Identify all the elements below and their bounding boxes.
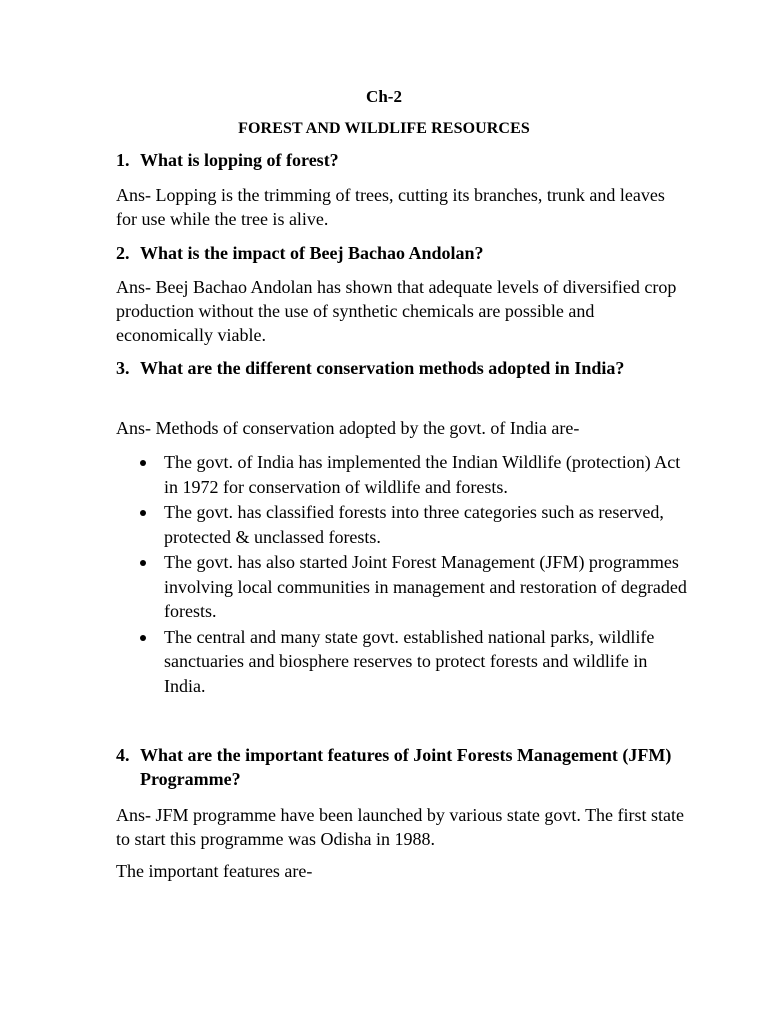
question-1 <box>116 148 676 172</box>
list-item <box>116 450 688 499</box>
answer-2: Ans- Beej Bachao Andolan has shown that adequate levels of diversified crop production without the use of synthetic chemicals are possible and economically viable. <box>116 277 677 345</box>
answer-3: Ans- Methods of conservation adopted by the govt. of India are- <box>116 418 580 438</box>
question-2-number: 2. <box>116 243 130 263</box>
question-1-text: What is lopping of forest? <box>140 150 339 170</box>
question-4 <box>116 743 676 791</box>
list-item-text: The central and many state govt. established national parks, wildlife sanctuaries and biosphere reserves to protect forests and wildlife in India. <box>164 626 655 696</box>
answer-1: Ans- Lopping is the trimming of trees, cutting its branches, trunk and leaves for use while the tree is alive. <box>116 185 665 229</box>
list-item <box>116 500 688 549</box>
list-item-text: The govt. has also started Joint Forest Management (JFM) programmes involving local communities in management and restoration of degraded forests. <box>164 552 687 621</box>
list-item-text: The govt. of India has implemented the Indian Wildlife (protection) Act in 1972 for conservation of wildlife and forests. <box>164 452 681 497</box>
question-2 <box>116 241 676 265</box>
chapter-title: FOREST AND WILDLIFE RESOURCES <box>238 120 530 137</box>
bullet-icon <box>140 510 146 516</box>
bullet-icon <box>140 560 146 566</box>
chapter-heading: Ch-2 <box>366 87 402 106</box>
list-item <box>116 625 688 699</box>
question-4-number: 4. <box>116 745 130 765</box>
bullet-icon <box>140 635 146 641</box>
question-3 <box>116 356 676 380</box>
question-3-number: 3. <box>116 358 130 378</box>
question-3-text: What are the different conservation methods adopted in India? <box>140 358 625 378</box>
list-item <box>116 550 688 624</box>
conservation-methods-list <box>116 450 688 699</box>
bullet-icon <box>140 460 146 466</box>
question-1-number: 1. <box>116 150 130 170</box>
question-2-text: What is the impact of Beej Bachao Andolan? <box>140 243 484 263</box>
question-4-text: What are the important features of Joint Forests Management (JFM) Programme? <box>140 745 672 789</box>
list-item-text: The govt. has classified forests into three categories such as reserved, protected & unclassed forests. <box>164 502 664 547</box>
answer-4: Ans- JFM programme have been launched by various state govt. The first state to start this programme was Odisha in 1988. <box>116 805 685 849</box>
features-intro: The important features are- <box>116 861 313 881</box>
